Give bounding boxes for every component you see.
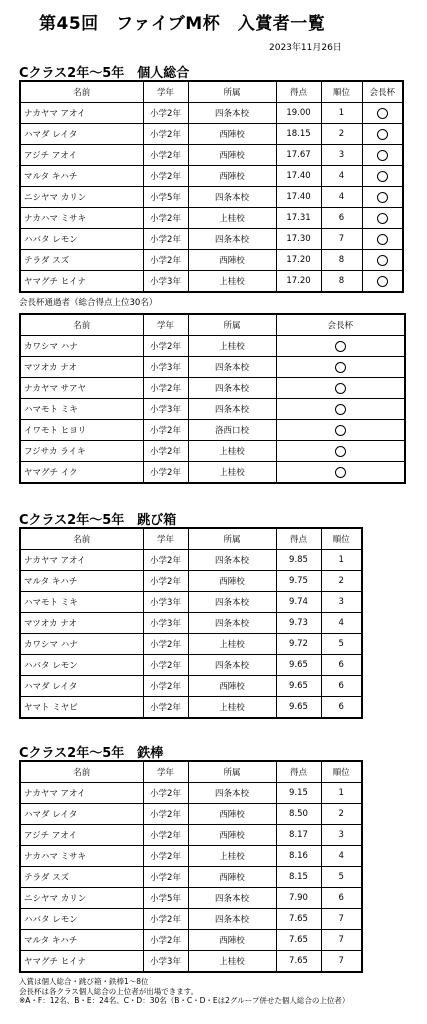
table-row: [20, 634, 362, 655]
cell-grade: 小学3年: [143, 271, 188, 293]
cell-score: 17.20: [276, 271, 321, 293]
cell-team: 上桂校: [188, 271, 276, 293]
cell-rank: 2: [321, 571, 362, 592]
table-row: [20, 441, 405, 462]
header-cup: 会長杯: [276, 314, 405, 336]
footnote-2: 会長杯は各クラス個人総合の上位者が出場できます。: [19, 986, 199, 996]
circle-mark-icon: [335, 362, 346, 373]
cell-team: 西陣校: [188, 145, 276, 166]
circle-mark-icon: [335, 404, 346, 415]
cell-cup: [276, 399, 405, 420]
table-row: [20, 399, 405, 420]
header-score: 得点: [276, 528, 321, 550]
cell-rank: 4: [321, 187, 362, 208]
table-row: [20, 420, 405, 441]
section-title-overall: Cクラス2年～5年 個人総合: [19, 66, 190, 81]
header-rank: 順位: [321, 81, 362, 103]
cell-grade: 小学3年: [143, 613, 188, 634]
cell-cup: [276, 420, 405, 441]
cell-team: 上桂校: [188, 336, 276, 357]
cell-rank: 3: [321, 145, 362, 166]
header-team: 所属: [188, 761, 276, 783]
cell-team: 西陣校: [188, 867, 276, 888]
cell-rank: 2: [321, 804, 362, 825]
overall-results-table: [19, 80, 404, 293]
cell-name: テラダ スズ: [20, 250, 143, 271]
cell-name: ナカヤマ アオイ: [20, 550, 143, 571]
table-row: [20, 103, 403, 124]
cup-qualifiers-body: [20, 336, 405, 484]
cell-cup: [276, 357, 405, 378]
header-rank: 順位: [321, 761, 362, 783]
cell-score: 9.15: [276, 783, 321, 804]
cell-cup: [362, 187, 403, 208]
cell-grade: 小学2年: [143, 697, 188, 719]
cell-name: ヤマト ミヤビ: [20, 697, 143, 719]
cell-grade: 小学2年: [143, 336, 188, 357]
cell-team: 西陣校: [188, 166, 276, 187]
cell-score: 8.17: [276, 825, 321, 846]
cell-grade: 小学2年: [143, 846, 188, 867]
cell-score: 18.15: [276, 124, 321, 145]
header-name: 名前: [20, 761, 143, 783]
cell-name: アジチ アオイ: [20, 145, 143, 166]
cell-grade: 小学2年: [143, 145, 188, 166]
cell-grade: 小学2年: [143, 441, 188, 462]
cell-name: マルタ キハチ: [20, 166, 143, 187]
circle-mark-icon: [335, 446, 346, 457]
cup-qualifiers-table: [19, 313, 406, 484]
table-row: [20, 655, 362, 676]
cell-name: ハマモト ミキ: [20, 399, 143, 420]
header-grade: 学年: [143, 761, 188, 783]
cell-team: 上桂校: [188, 462, 276, 484]
table-row: [20, 145, 403, 166]
table-row: [20, 613, 362, 634]
cell-team: 西陣校: [188, 930, 276, 951]
cell-cup: [276, 378, 405, 399]
cell-name: カワシマ ハナ: [20, 634, 143, 655]
cell-rank: 4: [321, 166, 362, 187]
cell-rank: 6: [321, 655, 362, 676]
cell-name: ハバタ レモン: [20, 909, 143, 930]
cell-name: ナカハマ ミサキ: [20, 208, 143, 229]
cell-team: 西陣校: [188, 825, 276, 846]
header-team: 所属: [188, 81, 276, 103]
table-row: [20, 867, 362, 888]
cell-rank: 8: [321, 250, 362, 271]
cell-team: 上桂校: [188, 846, 276, 867]
cell-team: 上桂校: [188, 951, 276, 973]
cell-name: アジチ アオイ: [20, 825, 143, 846]
cell-team: 西陣校: [188, 124, 276, 145]
circle-mark-icon: [377, 255, 388, 266]
cell-score: 17.20: [276, 250, 321, 271]
cell-name: ハバタ レモン: [20, 655, 143, 676]
cell-rank: 7: [321, 909, 362, 930]
cell-score: 9.74: [276, 592, 321, 613]
cell-name: ニシヤマ カリン: [20, 888, 143, 909]
cell-name: ヤマグチ ヒイナ: [20, 951, 143, 973]
table-row: [20, 951, 362, 973]
cell-grade: 小学2年: [143, 378, 188, 399]
cell-rank: 3: [321, 825, 362, 846]
header-score: 得点: [276, 81, 321, 103]
cell-rank: 6: [321, 697, 362, 719]
circle-mark-icon: [335, 383, 346, 394]
cell-rank: 4: [321, 846, 362, 867]
cell-grade: 小学2年: [143, 655, 188, 676]
cell-grade: 小学3年: [143, 399, 188, 420]
header-cup: 会長杯: [362, 81, 403, 103]
cell-score: 9.73: [276, 613, 321, 634]
cell-team: 西陣校: [188, 250, 276, 271]
cell-team: 四条本校: [188, 103, 276, 124]
cell-cup: [276, 441, 405, 462]
cell-grade: 小学2年: [143, 571, 188, 592]
cell-name: ニシヤマ カリン: [20, 187, 143, 208]
cell-cup: [362, 124, 403, 145]
cell-team: 四条本校: [188, 783, 276, 804]
cell-rank: 6: [321, 888, 362, 909]
table-row: [20, 336, 405, 357]
table-row: [20, 909, 362, 930]
cell-grade: 小学2年: [143, 676, 188, 697]
table-row: [20, 571, 362, 592]
table-row: [20, 888, 362, 909]
cell-score: 9.85: [276, 550, 321, 571]
cell-cup: [362, 208, 403, 229]
circle-mark-icon: [377, 108, 388, 119]
cell-grade: 小学5年: [143, 888, 188, 909]
cell-score: 8.50: [276, 804, 321, 825]
cell-grade: 小学2年: [143, 867, 188, 888]
cell-name: マルタ キハチ: [20, 571, 143, 592]
cell-team: 西陣校: [188, 571, 276, 592]
footnote-1: 入賞は個人総合・跳び箱・鉄棒1～8位: [19, 977, 149, 986]
cell-rank: 7: [321, 930, 362, 951]
vault-results-body: [20, 550, 362, 719]
cell-score: 9.72: [276, 634, 321, 655]
cell-score: 19.00: [276, 103, 321, 124]
header-rank: 順位: [321, 528, 362, 550]
cell-score: 17.40: [276, 166, 321, 187]
cell-grade: 小学2年: [143, 124, 188, 145]
cell-grade: 小学2年: [143, 825, 188, 846]
header-name: 名前: [20, 314, 143, 336]
cell-rank: 2: [321, 124, 362, 145]
cell-cup: [362, 250, 403, 271]
cell-grade: 小学2年: [143, 103, 188, 124]
circle-mark-icon: [377, 129, 388, 140]
cell-rank: 4: [321, 613, 362, 634]
cell-name: ハマダ レイタ: [20, 676, 143, 697]
table-row: [20, 462, 405, 484]
cell-team: 四条本校: [188, 592, 276, 613]
cell-score: 17.40: [276, 187, 321, 208]
cell-score: 17.67: [276, 145, 321, 166]
cell-score: 7.65: [276, 930, 321, 951]
cell-name: ヤマグチ ヒイナ: [20, 271, 143, 293]
cell-grade: 小学2年: [143, 909, 188, 930]
section-title-vault: Cクラス2年～5年 跳び箱: [19, 513, 177, 528]
table-row: [20, 846, 362, 867]
cell-team: 四条本校: [188, 550, 276, 571]
cell-grade: 小学2年: [143, 166, 188, 187]
cell-team: 四条本校: [188, 613, 276, 634]
cell-team: 上桂校: [188, 441, 276, 462]
cell-rank: 6: [321, 676, 362, 697]
table-row: [20, 825, 362, 846]
cell-rank: 8: [321, 271, 362, 293]
table-row: [20, 357, 405, 378]
cell-team: 四条本校: [188, 888, 276, 909]
cell-rank: 6: [321, 208, 362, 229]
cell-cup: [276, 336, 405, 357]
table-row: [20, 378, 405, 399]
cell-score: 9.65: [276, 697, 321, 719]
cell-score: 7.90: [276, 888, 321, 909]
cell-score: 7.65: [276, 909, 321, 930]
circle-mark-icon: [377, 213, 388, 224]
vault-results-table: [19, 527, 363, 719]
section-title-bar: Cクラス2年～5年 鉄棒: [19, 746, 164, 761]
header-grade: 学年: [143, 314, 188, 336]
bar-results-body: [20, 783, 362, 973]
cell-cup: [362, 271, 403, 293]
cell-name: ヤマグチ イク: [20, 462, 143, 484]
cell-score: 9.65: [276, 655, 321, 676]
cell-grade: 小学2年: [143, 550, 188, 571]
table-row: [20, 697, 362, 719]
header-team: 所属: [188, 314, 276, 336]
header-name: 名前: [20, 81, 143, 103]
cell-score: 8.16: [276, 846, 321, 867]
cell-cup: [362, 166, 403, 187]
cell-team: 上桂校: [188, 697, 276, 719]
table-row: [20, 550, 362, 571]
cell-score: 9.65: [276, 676, 321, 697]
cell-team: 四条本校: [188, 378, 276, 399]
footnotes: [19, 977, 349, 1006]
cell-grade: 小学2年: [143, 804, 188, 825]
cell-team: 四条本校: [188, 187, 276, 208]
cell-cup: [362, 103, 403, 124]
circle-mark-icon: [335, 425, 346, 436]
document-title: 第45回 ファイブM杯 入賞者一覧: [39, 14, 326, 34]
circle-mark-icon: [335, 467, 346, 478]
cell-team: 四条本校: [188, 909, 276, 930]
cell-rank: 5: [321, 634, 362, 655]
section-title-cup-qualifiers: 会長杯通過者（総合得点上位30名）: [19, 298, 158, 308]
cell-grade: 小学2年: [143, 229, 188, 250]
cell-grade: 小学2年: [143, 462, 188, 484]
table-row: [20, 804, 362, 825]
cell-rank: 1: [321, 783, 362, 804]
header-score: 得点: [276, 761, 321, 783]
header-grade: 学年: [143, 81, 188, 103]
cell-name: フジサカ ライキ: [20, 441, 143, 462]
table-row: [20, 187, 403, 208]
table-row: [20, 592, 362, 613]
cell-team: 四条本校: [188, 357, 276, 378]
circle-mark-icon: [377, 171, 388, 182]
table-row: [20, 271, 403, 293]
cell-name: ハバタ レモン: [20, 229, 143, 250]
circle-mark-icon: [377, 192, 388, 203]
cell-team: 四条本校: [188, 229, 276, 250]
cell-score: 7.65: [276, 951, 321, 973]
cell-name: ハマダ レイタ: [20, 124, 143, 145]
cell-name: マツオカ ナオ: [20, 357, 143, 378]
cell-rank: 5: [321, 867, 362, 888]
table-row: [20, 250, 403, 271]
cell-name: マツオカ ナオ: [20, 613, 143, 634]
cell-grade: 小学2年: [143, 634, 188, 655]
cell-cup: [362, 229, 403, 250]
table-row: [20, 676, 362, 697]
bar-results-table: [19, 760, 363, 973]
cell-score: 17.31: [276, 208, 321, 229]
table-row: [20, 930, 362, 951]
cell-score: 8.15: [276, 867, 321, 888]
circle-mark-icon: [377, 276, 388, 287]
cell-name: ナカヤマ アオイ: [20, 783, 143, 804]
cell-score: 9.75: [276, 571, 321, 592]
cell-name: マルタ キハチ: [20, 930, 143, 951]
cell-name: ハマダ レイタ: [20, 804, 143, 825]
overall-results-body: [20, 103, 403, 293]
circle-mark-icon: [377, 150, 388, 161]
cell-rank: 1: [321, 103, 362, 124]
header-grade: 学年: [143, 528, 188, 550]
cell-team: 四条本校: [188, 655, 276, 676]
table-row: [20, 783, 362, 804]
cell-name: ナカハマ ミサキ: [20, 846, 143, 867]
cell-team: 西陣校: [188, 804, 276, 825]
circle-mark-icon: [377, 234, 388, 245]
cell-grade: 小学2年: [143, 930, 188, 951]
cell-grade: 小学2年: [143, 208, 188, 229]
cell-grade: 小学3年: [143, 592, 188, 613]
cell-rank: 7: [321, 229, 362, 250]
table-row: [20, 124, 403, 145]
cell-grade: 小学3年: [143, 951, 188, 973]
cell-cup: [362, 145, 403, 166]
cell-grade: 小学5年: [143, 187, 188, 208]
table-row: [20, 229, 403, 250]
header-team: 所属: [188, 528, 276, 550]
table-row: [20, 208, 403, 229]
cell-rank: 7: [321, 951, 362, 973]
cell-team: 四条本校: [188, 399, 276, 420]
cell-cup: [276, 462, 405, 484]
cell-team: 上桂校: [188, 208, 276, 229]
cell-team: 洛西口校: [188, 420, 276, 441]
cell-score: 17.30: [276, 229, 321, 250]
header-name: 名前: [20, 528, 143, 550]
cell-name: ナカヤマ アオイ: [20, 103, 143, 124]
document-date: 2023年11月26日: [269, 43, 342, 53]
cell-name: テラダ スズ: [20, 867, 143, 888]
cell-grade: 小学2年: [143, 783, 188, 804]
circle-mark-icon: [335, 341, 346, 352]
cell-name: カワシマ ハナ: [20, 336, 143, 357]
cell-name: ナカヤマ サアヤ: [20, 378, 143, 399]
cell-rank: 1: [321, 550, 362, 571]
cell-grade: 小学2年: [143, 250, 188, 271]
footnote-3: ※A・F：12名、B・E：24名、C・D：30名（B・C・D・Eは2グループ併せた個人総合の上位者）: [19, 996, 350, 1005]
table-row: [20, 166, 403, 187]
cell-name: ハマモト ミキ: [20, 592, 143, 613]
cell-rank: 3: [321, 592, 362, 613]
cell-name: イワモト ヒヨリ: [20, 420, 143, 441]
cell-team: 上桂校: [188, 634, 276, 655]
cell-grade: 小学3年: [143, 357, 188, 378]
cell-team: 西陣校: [188, 676, 276, 697]
cell-grade: 小学2年: [143, 420, 188, 441]
